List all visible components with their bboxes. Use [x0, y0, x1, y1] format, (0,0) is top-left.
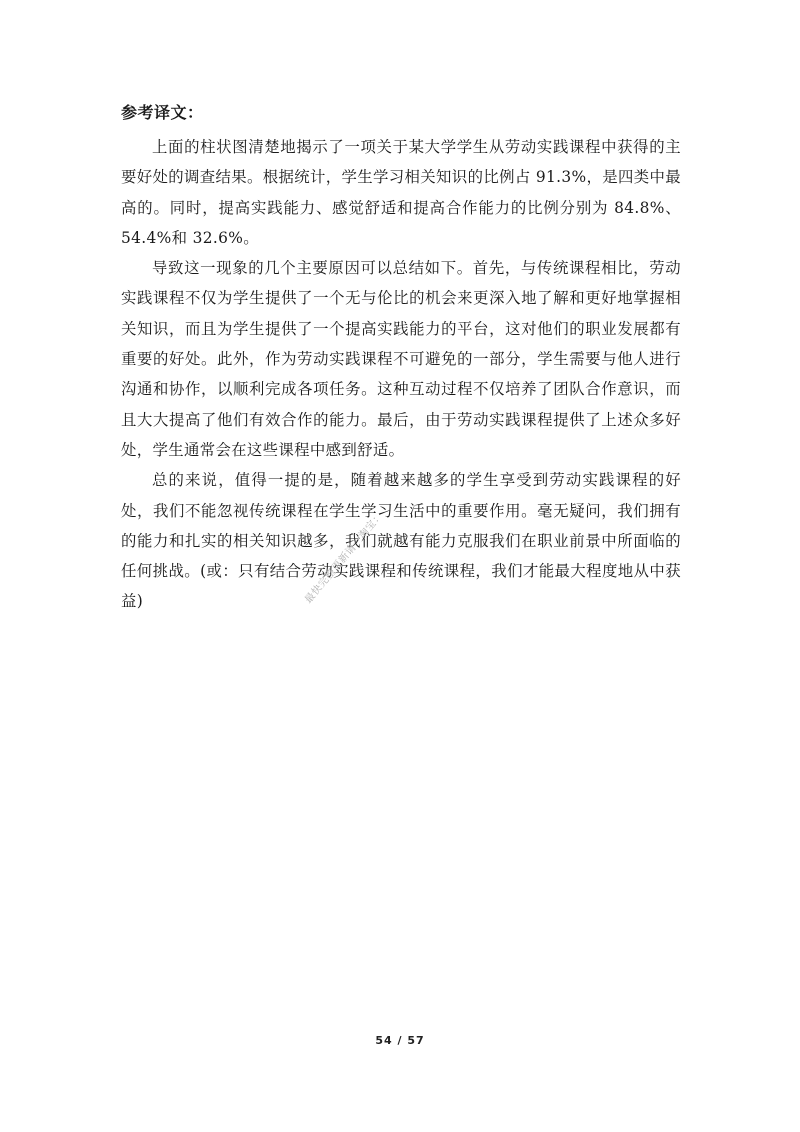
page-number: 54 / 57: [375, 1034, 425, 1047]
translation-body: [121, 132, 681, 617]
section-heading: 参考译文：: [121, 103, 204, 122]
watermark-text: 最快完整更新请一淘宝：: [303, 510, 386, 606]
paragraph-conclusion: 总的来说，值得一提的是，随着越来越多的学生享受到劳动实践课程的好处，我们不能忽视传统课程在学生学习生活中的重要作用。毫无疑问，我们拥有的能力和扎实的相关知识越多，我们就越有能力克服我们在职业前景中所面临的任何挑战。(或：只有结合劳动实践课程和传统课程，我们才能最大程度地从中获益): [121, 471, 681, 611]
paragraph-summary: 上面的柱状图清楚地揭示了一项关于某大学学生从劳动实践课程中获得的主要好处的调查结果。根据统计，学生学习相关知识的比例占 91.3%，是四类中最高的。同时，提高实践能力、感觉舒适和提高合作能力的比例分别为 84.8%、54.4%和 32.6%。: [121, 138, 681, 247]
paragraph-reasons: 导致这一现象的几个主要原因可以总结如下。首先，与传统课程相比，劳动实践课程不仅为学生提供了一个无与伦比的机会来更深入地了解和更好地掌握相关知识，而且为学生提供了一个提高实践能力的平台，这对他们的职业发展都有重要的好处。此外，作为劳动实践课程不可避免的一部分，学生需要与他人进行沟通和协作，以顺利完成各项任务。这种互动过程不仅培养了团队合作意识，而且大大提高了他们有效合作的能力。最后，由于劳动实践课程提供了上述众多好处，学生通常会在这些课程中感到舒适。: [121, 259, 681, 459]
